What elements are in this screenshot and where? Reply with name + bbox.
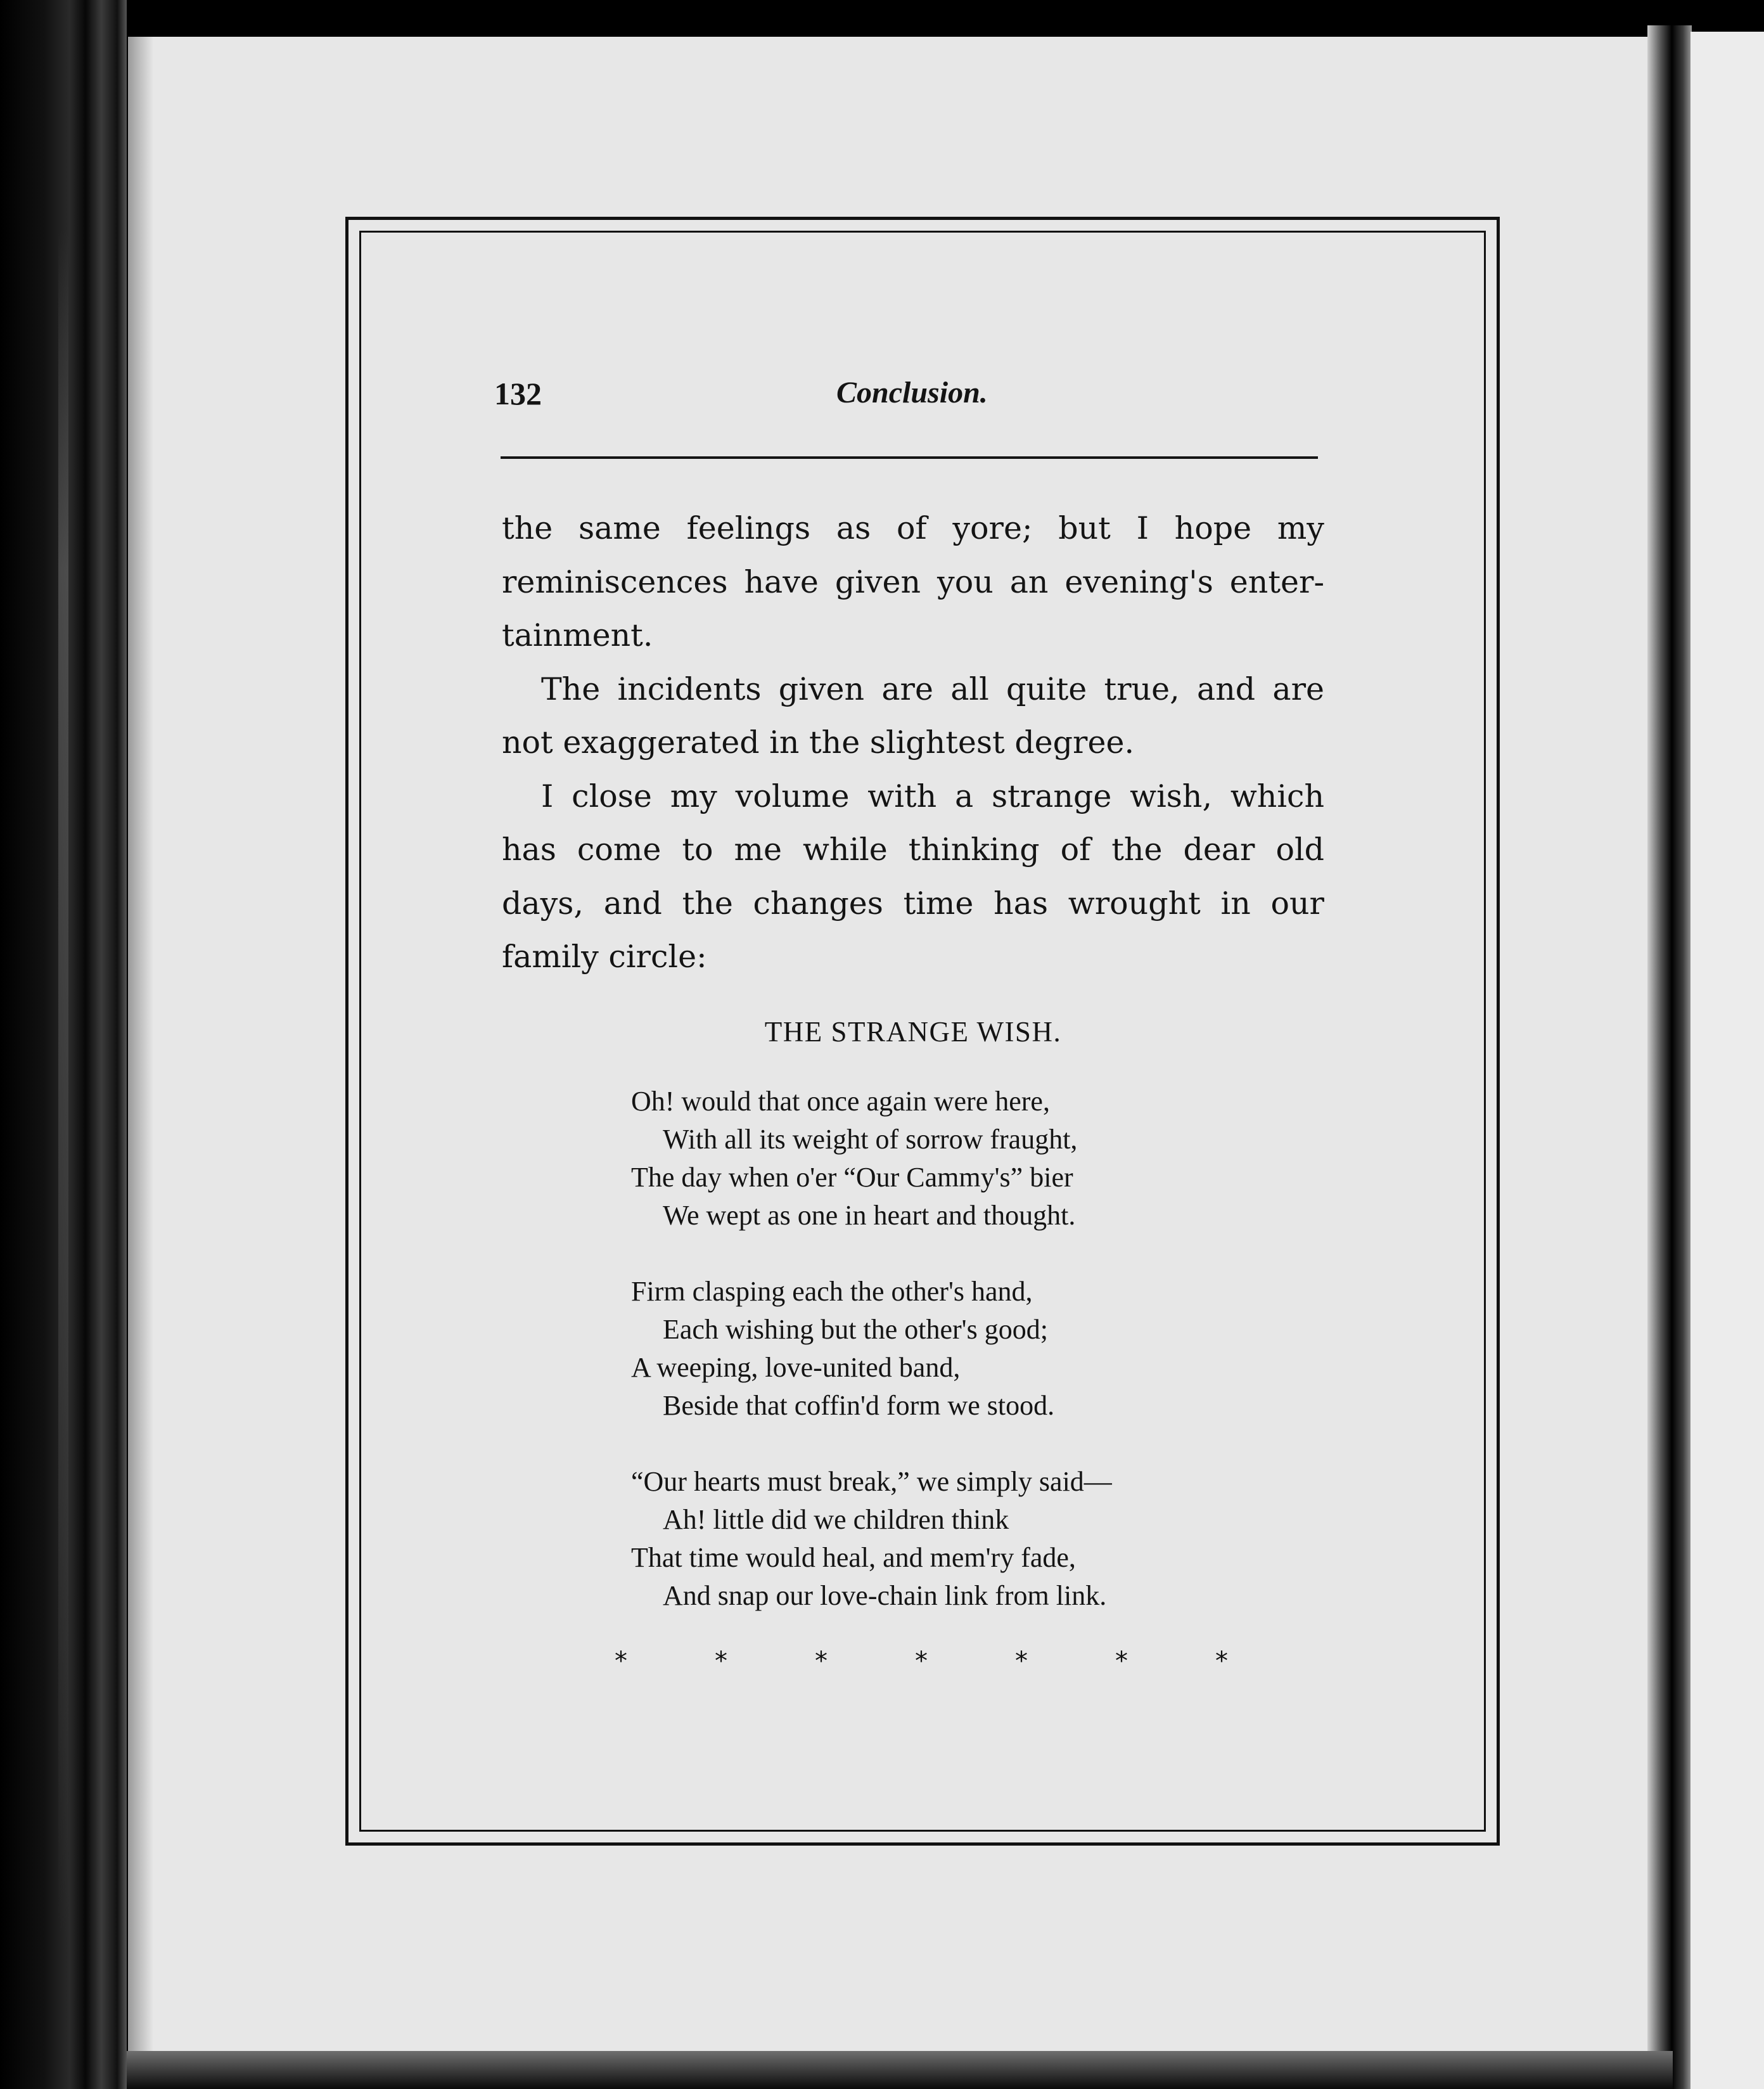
verse-line: We wept as one in heart and thought. — [663, 1200, 1076, 1231]
text-line: has come to me while thinking of the dear old — [502, 832, 1324, 868]
text-line: not exaggerated in the slightest degree. — [502, 724, 1135, 761]
text-line: days, and the changes time has wrought in our — [502, 885, 1324, 922]
running-title: Conclusion. — [836, 376, 988, 409]
verse-line: A weeping, love-united band, — [631, 1352, 961, 1383]
verse-line: With all its weight of sorrow fraught, — [663, 1124, 1078, 1155]
asterism-divider — [615, 1647, 1236, 1678]
asterisk: * — [615, 1647, 627, 1676]
poem-title: THE STRANGE WISH. — [764, 1016, 1062, 1048]
verse-line: Each wishing but the other's good; — [663, 1314, 1048, 1345]
prose-body — [502, 502, 1324, 984]
asterisk: * — [1115, 1647, 1128, 1676]
verse-line: Firm clasping each the other's hand, — [631, 1276, 1033, 1307]
header-rule — [501, 456, 1318, 459]
book-spine-edge — [0, 0, 127, 2089]
verse-line: Beside that coffin'd form we stood. — [663, 1390, 1055, 1421]
text-line: family circle: — [502, 939, 707, 975]
asterisk: * — [715, 1647, 727, 1676]
asterisk: * — [915, 1647, 928, 1676]
asterisk: * — [1215, 1647, 1228, 1676]
verse-line: And snap our love-chain link from link. — [663, 1580, 1107, 1611]
page-gutter — [1647, 25, 1692, 2089]
asterisk: * — [815, 1647, 828, 1676]
paragraph-1 — [502, 502, 1324, 663]
page-edge-shadow — [128, 37, 153, 2052]
text-line: The incidents given are all quite true, and are — [541, 671, 1324, 707]
verse-line: “Our hearts must break,” we simply said— — [631, 1466, 1112, 1497]
paragraph-3 — [502, 770, 1324, 984]
verse-line: That time would heal, and mem'ry fade, — [631, 1542, 1076, 1573]
text-line: I close my volume with a strange wish, which — [541, 778, 1324, 814]
facing-page-edge — [1690, 32, 1764, 2089]
asterisk: * — [1015, 1647, 1028, 1676]
verse-line: The day when o'er “Our Cammy's” bier — [631, 1162, 1073, 1193]
page-number: 132 — [494, 376, 542, 411]
verse-line: Oh! would that once again were here, — [631, 1086, 1050, 1117]
text-line: tainment. — [502, 617, 653, 653]
page-bottom-edge — [127, 2051, 1673, 2089]
verse-line: Ah! little did we children think — [663, 1504, 1009, 1535]
text-line: reminiscences have given you an evening's enter- — [502, 563, 1324, 600]
paragraph-2 — [502, 663, 1324, 770]
text-line: the same feelings as of yore; but I hope my — [502, 510, 1324, 546]
spine-highlight — [58, 228, 68, 1939]
running-head — [494, 375, 1318, 426]
